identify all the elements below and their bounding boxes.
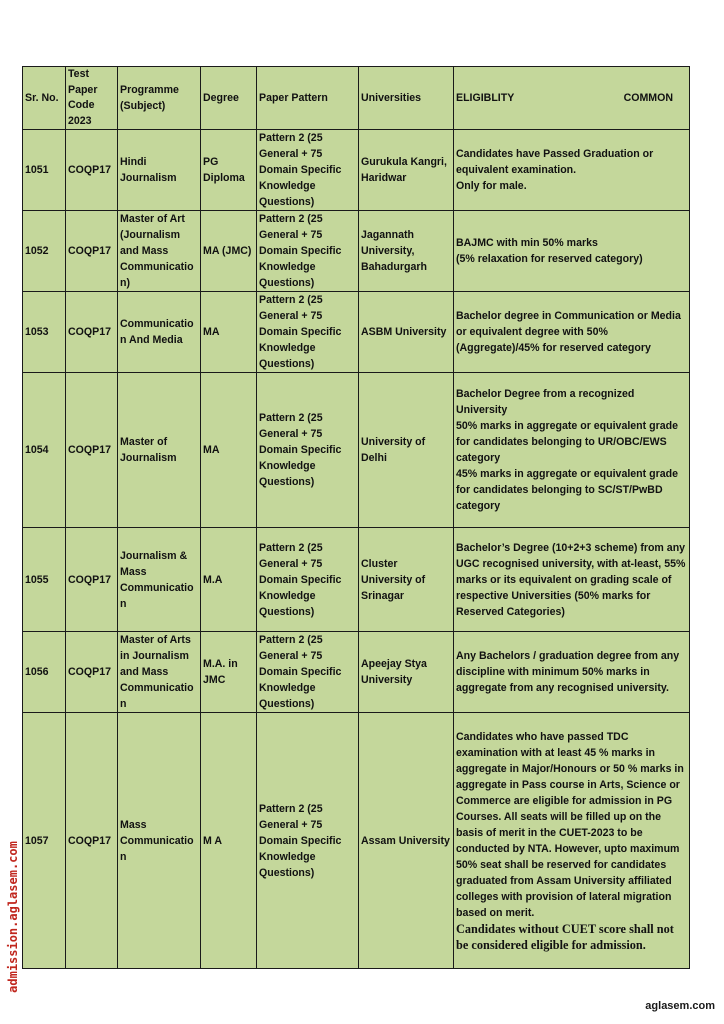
university-cell: Assam University bbox=[359, 713, 454, 969]
degree-cell: M A bbox=[201, 713, 257, 969]
header-universities: Universities bbox=[359, 67, 454, 130]
header-sr-no: Sr. No. bbox=[23, 67, 66, 130]
eligibility-line: Any Bachelors / graduation degree from any discipline with minimum 50% marks in aggregate from any recognised university. bbox=[456, 650, 680, 695]
degree-cell: PG Diploma bbox=[201, 130, 257, 211]
eligibility-line: BAJMC with min 50% marks bbox=[456, 237, 598, 250]
programme-cell: Master of Art (Journalism and Mass Communication) bbox=[118, 211, 201, 292]
paper-pattern-cell: Pattern 2 (25 General + 75 Domain Specific Knowledge Questions) bbox=[257, 713, 359, 969]
sr-no-cell: 1057 bbox=[23, 713, 66, 969]
eligibility-serif-note: Candidates without CUET score shall not be considered eligible for admission. bbox=[456, 921, 674, 952]
eligibility-line: 50% marks in aggregate or equivalent grade for candidates belonging to UR/OBC/EWS category bbox=[456, 420, 678, 465]
table-row bbox=[23, 130, 690, 211]
header-common-label: COMMON bbox=[623, 92, 673, 105]
test-paper-code-cell: COQP17 bbox=[66, 373, 118, 528]
programme-cell: Journalism & Mass Communication bbox=[118, 528, 201, 632]
test-paper-code-cell: COQP17 bbox=[66, 211, 118, 292]
university-cell: ASBM University bbox=[359, 292, 454, 373]
header-test-paper-code: Test Paper Code 2023 bbox=[66, 67, 118, 130]
eligibility-line: 45% marks in aggregate or equivalent grade for candidates belonging to SC/ST/PwBD category bbox=[456, 468, 678, 513]
university-cell: University of Delhi bbox=[359, 373, 454, 528]
header-programme: Programme (Subject) bbox=[118, 67, 201, 130]
programme-cell: Master of Journalism bbox=[118, 373, 201, 528]
programme-cell: Master of Arts in Journalism and Mass Communication bbox=[118, 632, 201, 713]
degree-cell: M.A bbox=[201, 528, 257, 632]
sr-no-cell: 1051 bbox=[23, 130, 66, 211]
table-row bbox=[23, 528, 690, 632]
university-cell: Cluster University of Srinagar bbox=[359, 528, 454, 632]
eligibility-cell bbox=[454, 373, 690, 528]
header-degree: Degree bbox=[201, 67, 257, 130]
university-cell: Jagannath University, Bahadurgarh bbox=[359, 211, 454, 292]
eligibility-line: Bachelor degree in Communication or Media or equivalent degree with 50%(Aggregate)/45% for reserved category bbox=[456, 310, 681, 355]
test-paper-code-cell: COQP17 bbox=[66, 632, 118, 713]
header-eligibility bbox=[454, 67, 690, 130]
eligibility-cell bbox=[454, 632, 690, 713]
sr-no-cell: 1054 bbox=[23, 373, 66, 528]
paper-pattern-cell: Pattern 2 (25 General + 75 Domain Specific Knowledge Questions) bbox=[257, 528, 359, 632]
degree-cell: M.A. in JMC bbox=[201, 632, 257, 713]
degree-cell: MA bbox=[201, 373, 257, 528]
vertical-watermark: admission.aglasem.com bbox=[6, 841, 20, 993]
table-body bbox=[23, 130, 690, 969]
eligibility-line: (5% relaxation for reserved category) bbox=[456, 253, 643, 266]
test-paper-code-cell: COQP17 bbox=[66, 713, 118, 969]
sr-no-cell: 1055 bbox=[23, 528, 66, 632]
eligibility-cell bbox=[454, 292, 690, 373]
eligibility-cell bbox=[454, 528, 690, 632]
programme-cell: Communication And Media bbox=[118, 292, 201, 373]
header-paper-pattern: Paper Pattern bbox=[257, 67, 359, 130]
eligibility-cell bbox=[454, 713, 690, 969]
eligibility-line: Bachelor Degree from a recognized University bbox=[456, 388, 635, 417]
eligibility-line: Bachelor’s Degree (10+2+3 scheme) from any UGC recognised university, with at-least, 55% marks or its equivalent on grading scale of respective Universities (50% marks for Reserved Categories) bbox=[456, 541, 686, 618]
programme-cell: Hindi Journalism bbox=[118, 130, 201, 211]
university-cell: Apeejay Stya University bbox=[359, 632, 454, 713]
table-row bbox=[23, 373, 690, 528]
programme-cell: Mass Communication bbox=[118, 713, 201, 969]
header-eligibility-label: ELIGIBLITY bbox=[456, 92, 515, 105]
eligibility-cell bbox=[454, 130, 690, 211]
paper-pattern-cell: Pattern 2 (25 General + 75 Domain Specific Knowledge Questions) bbox=[257, 130, 359, 211]
test-paper-code-cell: COQP17 bbox=[66, 130, 118, 211]
degree-cell: MA (JMC) bbox=[201, 211, 257, 292]
header-row bbox=[23, 67, 690, 130]
test-paper-code-cell: COQP17 bbox=[66, 528, 118, 632]
eligibility-line: Candidates have Passed Graduation or equivalent examination. bbox=[456, 148, 654, 177]
table-row bbox=[23, 211, 690, 292]
paper-pattern-cell: Pattern 2 (25 General + 75 Domain Specific Knowledge Questions) bbox=[257, 632, 359, 713]
eligibility-line: Candidates who have passed TDC examination with at least 45 % marks in aggregate in Major/Honours or 50 % marks in aggregate in Pass course in Arts, Science or Commerce are eligible for admission in PG Courses. All seats will be filled up on the basis of merit in the CUET-2023 to be conducted by NTA. However, upto maximum 50% seat shall be reserved for candidates graduated from Assam University affiliated colleges with provision of lateral migration based on merit. bbox=[456, 730, 684, 919]
paper-pattern-cell: Pattern 2 (25 General + 75 Domain Specific Knowledge Questions) bbox=[257, 292, 359, 373]
test-paper-code-cell: COQP17 bbox=[66, 292, 118, 373]
sr-no-cell: 1052 bbox=[23, 211, 66, 292]
table-row bbox=[23, 292, 690, 373]
table-row bbox=[23, 632, 690, 713]
footer-watermark: aglasem.com bbox=[645, 1000, 715, 1012]
table-row bbox=[23, 713, 690, 969]
paper-pattern-cell: Pattern 2 (25 General + 75 Domain Specific Knowledge Questions) bbox=[257, 373, 359, 528]
degree-cell: MA bbox=[201, 292, 257, 373]
eligibility-table bbox=[22, 66, 690, 969]
paper-pattern-cell: Pattern 2 (25 General + 75 Domain Specific Knowledge Questions) bbox=[257, 211, 359, 292]
university-cell: Gurukula Kangri, Haridwar bbox=[359, 130, 454, 211]
eligibility-cell bbox=[454, 211, 690, 292]
sr-no-cell: 1056 bbox=[23, 632, 66, 713]
eligibility-line: Only for male. bbox=[456, 180, 527, 193]
sr-no-cell: 1053 bbox=[23, 292, 66, 373]
